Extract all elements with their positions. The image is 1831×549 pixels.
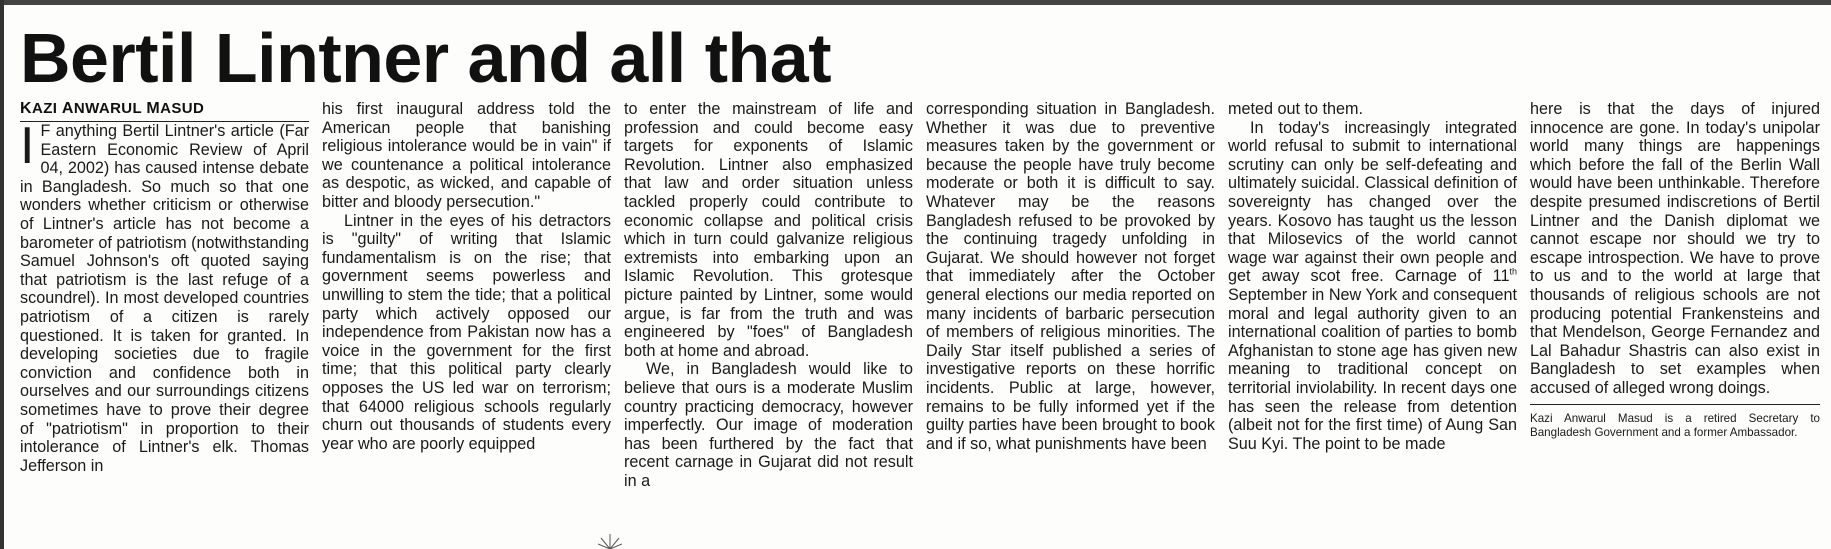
column-4: [926, 100, 1215, 453]
column-2-paragraph-1: his first inaugural address told the American people that banishing religious intolerance would be in vain" if we countenance a political intolerance as despotic, as wicked, and capable of bitter and bloody persecution.": [322, 100, 611, 211]
column-1-paragraph-1: F anything Bertil Lintner's article (Far Eastern Economic Review of April 04, 2002) has caused intense debate in Bangladesh. So much so that one wonders whether criticism or otherwise of Lintner's article has not become a barometer of patriotism (notwithstanding Samuel Johnson's oft quoted saying that patriotism is the last refuge of a scoundrel). In most developed countries patriotism of a citizen is rarely questioned. It is taken for granted. In developing societies due to fragile conviction and confidence both in ourselves and our surroundings citizens sometimes have to prove their degree of "patriotism" in proportion to their intolerance of Lintner's elk. Thomas Jefferson in: [20, 122, 309, 475]
column-3-paragraph-2: We, in Bangladesh would like to believe that ours is a moderate Muslim country practicing democracy, however imperfectly. Our image of moderation has been furthered by the fact that recent carnage in Gujarat did not result in a: [624, 360, 913, 490]
column-2: [322, 100, 611, 453]
column-5-paragraph-1: meted out to them.: [1228, 100, 1363, 118]
column-5: [1228, 100, 1517, 453]
drop-cap: I: [20, 117, 35, 175]
left-rule: [0, 0, 4, 549]
top-rule: [0, 0, 1831, 5]
column-4-paragraph-1: corresponding situation in Bangladesh. Whether it was due to preventive measures taken by the government or because the people have truly become moderate or both it is difficult to say. Whatever may be the reasons Bangladesh refused to be provoked by the continuing tragedy unfolding in Gujarat. We should however not forget that immediately after the October general elections our media reported on many incidents of barbaric persecution of members of religious minorities. The Daily Star itself published a series of investigative reports on these horrific incidents. Public at large, however, remains to be fully informed yet if the guilty parties have been brought to book and if so, what punishments have been: [926, 100, 1215, 453]
headline: Bertil Lintner and all that: [20, 19, 832, 97]
column-6-paragraph-1: here is that the days of injured innocence are gone. In today's unipolar world many things are happenings which before the fall of the Berlin Wall would have been unthinkable. Therefore despite presumed indiscretions of Bertil Lintner and the Danish diplomat we cannot escape nor should we try to escape introspection. We have to prove to us and to the world at large that thousands of religious schools are not producing potential Frankensteins and that Mendelson, George Fernandez and Lal Bahadur Shastris can also exist in Bangladesh to set examples when accused of alleged wrong doings.: [1530, 100, 1820, 397]
column-1: [20, 117, 309, 475]
author-bio: Kazi Anwarul Masud is a retired Secretary to Bangladesh Government and a former Ambassador.: [1530, 404, 1820, 440]
column-3-paragraph-1: to enter the mainstream of life and profession and could become easy targets for exponents of Islamic Revolution. Lintner also emphasized that law and order situation unless tackled properly could contribute to economic collapse and political crisis which in turn could galvanize religious extremists into embarking upon an Islamic Revolution. This grotesque picture painted by Lintner, some would argue, is far from the truth and was engineered by "foes" of Bangladesh both at home and abroad.: [624, 100, 913, 360]
byline: KAZI ANWARUL MASUD: [20, 100, 309, 122]
column-3: [624, 100, 913, 490]
column-2-paragraph-2: Lintner in the eyes of his detractors is "guilty" of writing that Islamic fundamentalism is on the rise; that government seems powerless and unwilling to stem the tide; that a political party which actively opposed our independence from Pakistan now has a voice in the government for the first time; that this political party clearly opposes the US led war on terrorism; that 64000 religious schools regularly churn out thousands of students every year who are poorly equipped: [322, 211, 611, 453]
star-ornament-icon: [598, 532, 622, 549]
column-5-paragraph-2: In today's increasingly integrated world refusal to submit to international scrutiny can only be self-defeating and ultimately suicidal. Classical definition of sovereignty has changed over the years. Kosovo has taught us the lesson that Milosevics of the world cannot wage war against their own people and get away scot free. Carnage of 11th September in New York and consequent moral and legal authority given to an international coalition of parties to bomb Afghanistan to stone age has given new meaning to traditional concept on territorial inviolability. In recent days one has seen the release from detention (albeit not for the first time) of Aung San Suu Kyi. The point to be made: [1228, 118, 1517, 453]
column-6: [1530, 100, 1820, 440]
